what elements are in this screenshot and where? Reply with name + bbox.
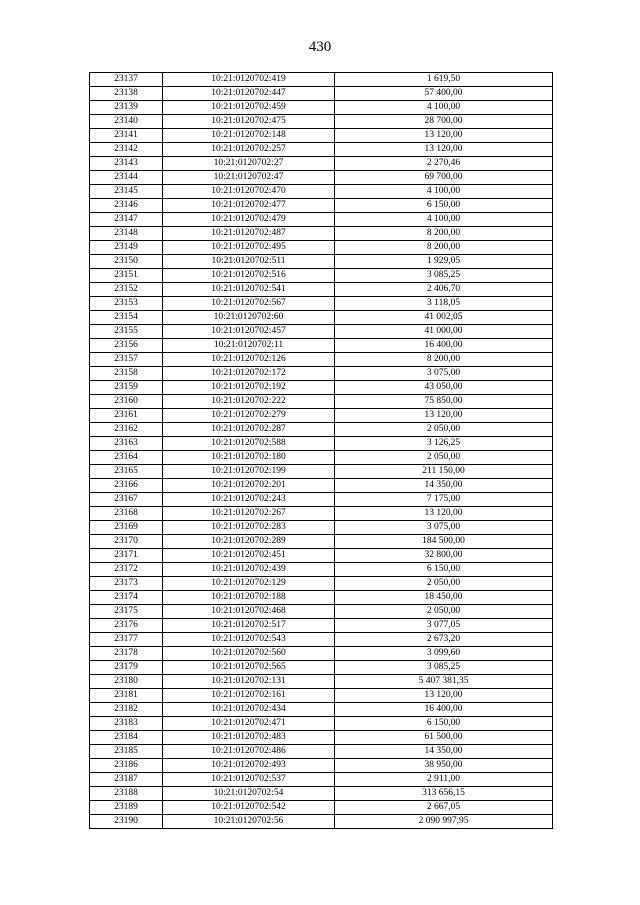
table-row (90, 381, 553, 395)
amount-cell: 61 500,00 (335, 731, 553, 745)
table-row (90, 269, 553, 283)
table-row (90, 255, 553, 269)
row-number-cell: 23150 (90, 255, 163, 269)
amount-cell: 2 090 997,95 (335, 815, 553, 829)
cadastral-number-cell: 10:21:0120702:11 (163, 339, 335, 353)
cadastral-number-cell: 10:21:0120702:457 (163, 325, 335, 339)
row-number-cell: 23190 (90, 815, 163, 829)
row-number-cell: 23164 (90, 451, 163, 465)
table-row (90, 157, 553, 171)
table-row (90, 661, 553, 675)
amount-cell: 7 175,00 (335, 493, 553, 507)
row-number-cell: 23149 (90, 241, 163, 255)
amount-cell: 2 270,46 (335, 157, 553, 171)
row-number-cell: 23187 (90, 773, 163, 787)
table-row (90, 283, 553, 297)
cadastral-number-cell: 10:21:0120702:287 (163, 423, 335, 437)
table-row (90, 115, 553, 129)
amount-cell: 4 100,00 (335, 213, 553, 227)
amount-cell: 3 075,00 (335, 521, 553, 535)
row-number-cell: 23167 (90, 493, 163, 507)
amount-cell: 1 929,05 (335, 255, 553, 269)
cadastral-number-cell: 10:21:0120702:222 (163, 395, 335, 409)
row-number-cell: 23189 (90, 801, 163, 815)
cadastral-number-cell: 10:21:0120702:447 (163, 87, 335, 101)
row-number-cell: 23151 (90, 269, 163, 283)
amount-cell: 3 099,60 (335, 647, 553, 661)
cadastral-number-cell: 10:21:0120702:541 (163, 283, 335, 297)
amount-cell: 41 002,05 (335, 311, 553, 325)
cadastral-number-cell: 10:21:0120702:560 (163, 647, 335, 661)
cadastral-number-cell: 10:21:0120702:419 (163, 73, 335, 87)
cadastral-number-cell: 10:21:0120702:487 (163, 227, 335, 241)
row-number-cell: 23148 (90, 227, 163, 241)
cadastral-number-cell: 10:21:0120702:471 (163, 717, 335, 731)
table-row (90, 129, 553, 143)
amount-cell: 6 150,00 (335, 563, 553, 577)
row-number-cell: 23165 (90, 465, 163, 479)
row-number-cell: 23139 (90, 101, 163, 115)
amount-cell: 8 200,00 (335, 241, 553, 255)
row-number-cell: 23169 (90, 521, 163, 535)
table-row (90, 227, 553, 241)
cadastral-number-cell: 10:21:0120702:434 (163, 703, 335, 717)
table-row (90, 199, 553, 213)
table-row (90, 437, 553, 451)
row-number-cell: 23160 (90, 395, 163, 409)
cadastral-number-cell: 10:21:0120702:199 (163, 465, 335, 479)
cadastral-number-cell: 10:21:0120702:47 (163, 171, 335, 185)
amount-cell: 1 619,50 (335, 73, 553, 87)
row-number-cell: 23156 (90, 339, 163, 353)
amount-cell: 3 126,25 (335, 437, 553, 451)
row-number-cell: 23162 (90, 423, 163, 437)
amount-cell: 14 350,00 (335, 745, 553, 759)
table-row (90, 353, 553, 367)
amount-cell: 57 400,00 (335, 87, 553, 101)
amount-cell: 4 100,00 (335, 101, 553, 115)
amount-cell: 8 200,00 (335, 227, 553, 241)
amount-cell: 4 100,00 (335, 185, 553, 199)
cadastral-number-cell: 10:21:0120702:511 (163, 255, 335, 269)
row-number-cell: 23138 (90, 87, 163, 101)
amount-cell: 38 950,00 (335, 759, 553, 773)
table-row (90, 717, 553, 731)
row-number-cell: 23173 (90, 577, 163, 591)
amount-cell: 16 400,00 (335, 339, 553, 353)
row-number-cell: 23181 (90, 689, 163, 703)
amount-cell: 13 120,00 (335, 409, 553, 423)
table-row (90, 675, 553, 689)
cadastral-number-cell: 10:21:0120702:470 (163, 185, 335, 199)
amount-cell: 75 850,00 (335, 395, 553, 409)
row-number-cell: 23170 (90, 535, 163, 549)
table-row (90, 535, 553, 549)
table-row (90, 493, 553, 507)
table-row (90, 143, 553, 157)
amount-cell: 6 150,00 (335, 717, 553, 731)
table-row (90, 619, 553, 633)
table-row (90, 591, 553, 605)
table-row (90, 563, 553, 577)
table-row (90, 731, 553, 745)
row-number-cell: 23185 (90, 745, 163, 759)
cadastral-number-cell: 10:21:0120702:565 (163, 661, 335, 675)
row-number-cell: 23188 (90, 787, 163, 801)
amount-cell: 69 700,00 (335, 171, 553, 185)
cadastral-number-cell: 10:21:0120702:257 (163, 143, 335, 157)
table-row (90, 339, 553, 353)
cadastral-number-cell: 10:21:0120702:543 (163, 633, 335, 647)
cadastral-number-cell: 10:21:0120702:477 (163, 199, 335, 213)
amount-cell: 13 120,00 (335, 143, 553, 157)
row-number-cell: 23158 (90, 367, 163, 381)
amount-cell: 14 350,00 (335, 479, 553, 493)
cadastral-number-cell: 10:21:0120702:148 (163, 129, 335, 143)
table-row (90, 521, 553, 535)
row-number-cell: 23146 (90, 199, 163, 213)
table-row (90, 185, 553, 199)
row-number-cell: 23179 (90, 661, 163, 675)
cadastral-number-cell: 10:21:0120702:60 (163, 311, 335, 325)
amount-cell: 16 400,00 (335, 703, 553, 717)
amount-cell: 8 200,00 (335, 353, 553, 367)
row-number-cell: 23147 (90, 213, 163, 227)
amount-cell: 28 700,00 (335, 115, 553, 129)
row-number-cell: 23172 (90, 563, 163, 577)
row-number-cell: 23155 (90, 325, 163, 339)
table-row (90, 689, 553, 703)
row-number-cell: 23186 (90, 759, 163, 773)
table-row (90, 801, 553, 815)
amount-cell: 184 500,00 (335, 535, 553, 549)
table-row (90, 549, 553, 563)
cadastral-number-cell: 10:21:0120702:588 (163, 437, 335, 451)
amount-cell: 2 050,00 (335, 451, 553, 465)
row-number-cell: 23168 (90, 507, 163, 521)
cadastral-number-cell: 10:21:0120702:517 (163, 619, 335, 633)
table-row (90, 409, 553, 423)
table-row (90, 507, 553, 521)
registry-table-body (90, 73, 553, 829)
row-number-cell: 23176 (90, 619, 163, 633)
amount-cell: 2 673,20 (335, 633, 553, 647)
row-number-cell: 23174 (90, 591, 163, 605)
cadastral-number-cell: 10:21:0120702:483 (163, 731, 335, 745)
row-number-cell: 23184 (90, 731, 163, 745)
table-row (90, 451, 553, 465)
row-number-cell: 23178 (90, 647, 163, 661)
amount-cell: 6 150,00 (335, 199, 553, 213)
cadastral-number-cell: 10:21:0120702:243 (163, 493, 335, 507)
table-row (90, 297, 553, 311)
table-row (90, 605, 553, 619)
cadastral-number-cell: 10:21:0120702:479 (163, 213, 335, 227)
amount-cell: 13 120,00 (335, 507, 553, 521)
cadastral-number-cell: 10:21:0120702:516 (163, 269, 335, 283)
table-row (90, 647, 553, 661)
table-row (90, 633, 553, 647)
amount-cell: 41 000,00 (335, 325, 553, 339)
row-number-cell: 23137 (90, 73, 163, 87)
row-number-cell: 23161 (90, 409, 163, 423)
row-number-cell: 23182 (90, 703, 163, 717)
cadastral-number-cell: 10:21:0120702:172 (163, 367, 335, 381)
table-row (90, 577, 553, 591)
amount-cell: 13 120,00 (335, 129, 553, 143)
row-number-cell: 23177 (90, 633, 163, 647)
row-number-cell: 23175 (90, 605, 163, 619)
amount-cell: 2 050,00 (335, 577, 553, 591)
cadastral-number-cell: 10:21:0120702:468 (163, 605, 335, 619)
cadastral-number-cell: 10:21:0120702:27 (163, 157, 335, 171)
row-number-cell: 23140 (90, 115, 163, 129)
table-row (90, 87, 553, 101)
table-row (90, 787, 553, 801)
row-number-cell: 23163 (90, 437, 163, 451)
cadastral-number-cell: 10:21:0120702:459 (163, 101, 335, 115)
table-row (90, 423, 553, 437)
registry-table (89, 72, 553, 829)
cadastral-number-cell: 10:21:0120702:188 (163, 591, 335, 605)
cadastral-number-cell: 10:21:0120702:180 (163, 451, 335, 465)
row-number-cell: 23159 (90, 381, 163, 395)
amount-cell: 3 118,05 (335, 297, 553, 311)
table-row (90, 759, 553, 773)
table-row (90, 213, 553, 227)
cadastral-number-cell: 10:21:0120702:567 (163, 297, 335, 311)
amount-cell: 2 050,00 (335, 605, 553, 619)
row-number-cell: 23144 (90, 171, 163, 185)
amount-cell: 2 050,00 (335, 423, 553, 437)
cadastral-number-cell: 10:21:0120702:439 (163, 563, 335, 577)
table-row (90, 815, 553, 829)
table-row (90, 367, 553, 381)
table-row (90, 311, 553, 325)
amount-cell: 211 150,00 (335, 465, 553, 479)
table-row (90, 745, 553, 759)
table-row (90, 773, 553, 787)
table-row (90, 465, 553, 479)
cadastral-number-cell: 10:21:0120702:289 (163, 535, 335, 549)
row-number-cell: 23145 (90, 185, 163, 199)
amount-cell: 2 406,70 (335, 283, 553, 297)
cadastral-number-cell: 10:21:0120702:131 (163, 675, 335, 689)
cadastral-number-cell: 10:21:0120702:56 (163, 815, 335, 829)
amount-cell: 3 085,25 (335, 269, 553, 283)
row-number-cell: 23143 (90, 157, 163, 171)
table-row (90, 73, 553, 87)
amount-cell: 5 407 381,35 (335, 675, 553, 689)
table-row (90, 101, 553, 115)
cadastral-number-cell: 10:21:0120702:475 (163, 115, 335, 129)
cadastral-number-cell: 10:21:0120702:451 (163, 549, 335, 563)
cadastral-number-cell: 10:21:0120702:495 (163, 241, 335, 255)
table-row (90, 395, 553, 409)
row-number-cell: 23166 (90, 479, 163, 493)
amount-cell: 32 800,00 (335, 549, 553, 563)
cadastral-number-cell: 10:21:0120702:126 (163, 353, 335, 367)
amount-cell: 2 911,00 (335, 773, 553, 787)
row-number-cell: 23154 (90, 311, 163, 325)
cadastral-number-cell: 10:21:0120702:161 (163, 689, 335, 703)
cadastral-number-cell: 10:21:0120702:279 (163, 409, 335, 423)
cadastral-number-cell: 10:21:0120702:201 (163, 479, 335, 493)
amount-cell: 13 120,00 (335, 689, 553, 703)
amount-cell: 3 075,00 (335, 367, 553, 381)
amount-cell: 2 667,05 (335, 801, 553, 815)
table-row (90, 325, 553, 339)
row-number-cell: 23183 (90, 717, 163, 731)
cadastral-number-cell: 10:21:0120702:192 (163, 381, 335, 395)
amount-cell: 3 077,05 (335, 619, 553, 633)
table-row (90, 479, 553, 493)
cadastral-number-cell: 10:21:0120702:486 (163, 745, 335, 759)
amount-cell: 43 050,00 (335, 381, 553, 395)
row-number-cell: 23152 (90, 283, 163, 297)
row-number-cell: 23142 (90, 143, 163, 157)
table-row (90, 241, 553, 255)
cadastral-number-cell: 10:21:0120702:54 (163, 787, 335, 801)
table-row (90, 703, 553, 717)
cadastral-number-cell: 10:21:0120702:283 (163, 521, 335, 535)
row-number-cell: 23171 (90, 549, 163, 563)
amount-cell: 18 450,00 (335, 591, 553, 605)
row-number-cell: 23141 (90, 129, 163, 143)
table-row (90, 171, 553, 185)
row-number-cell: 23153 (90, 297, 163, 311)
cadastral-number-cell: 10:21:0120702:537 (163, 773, 335, 787)
row-number-cell: 23157 (90, 353, 163, 367)
cadastral-number-cell: 10:21:0120702:129 (163, 577, 335, 591)
page-number: 430 (308, 39, 332, 55)
cadastral-number-cell: 10:21:0120702:493 (163, 759, 335, 773)
amount-cell: 3 085,25 (335, 661, 553, 675)
cadastral-number-cell: 10:21:0120702:267 (163, 507, 335, 521)
row-number-cell: 23180 (90, 675, 163, 689)
amount-cell: 313 656,15 (335, 787, 553, 801)
cadastral-number-cell: 10:21:0120702:542 (163, 801, 335, 815)
